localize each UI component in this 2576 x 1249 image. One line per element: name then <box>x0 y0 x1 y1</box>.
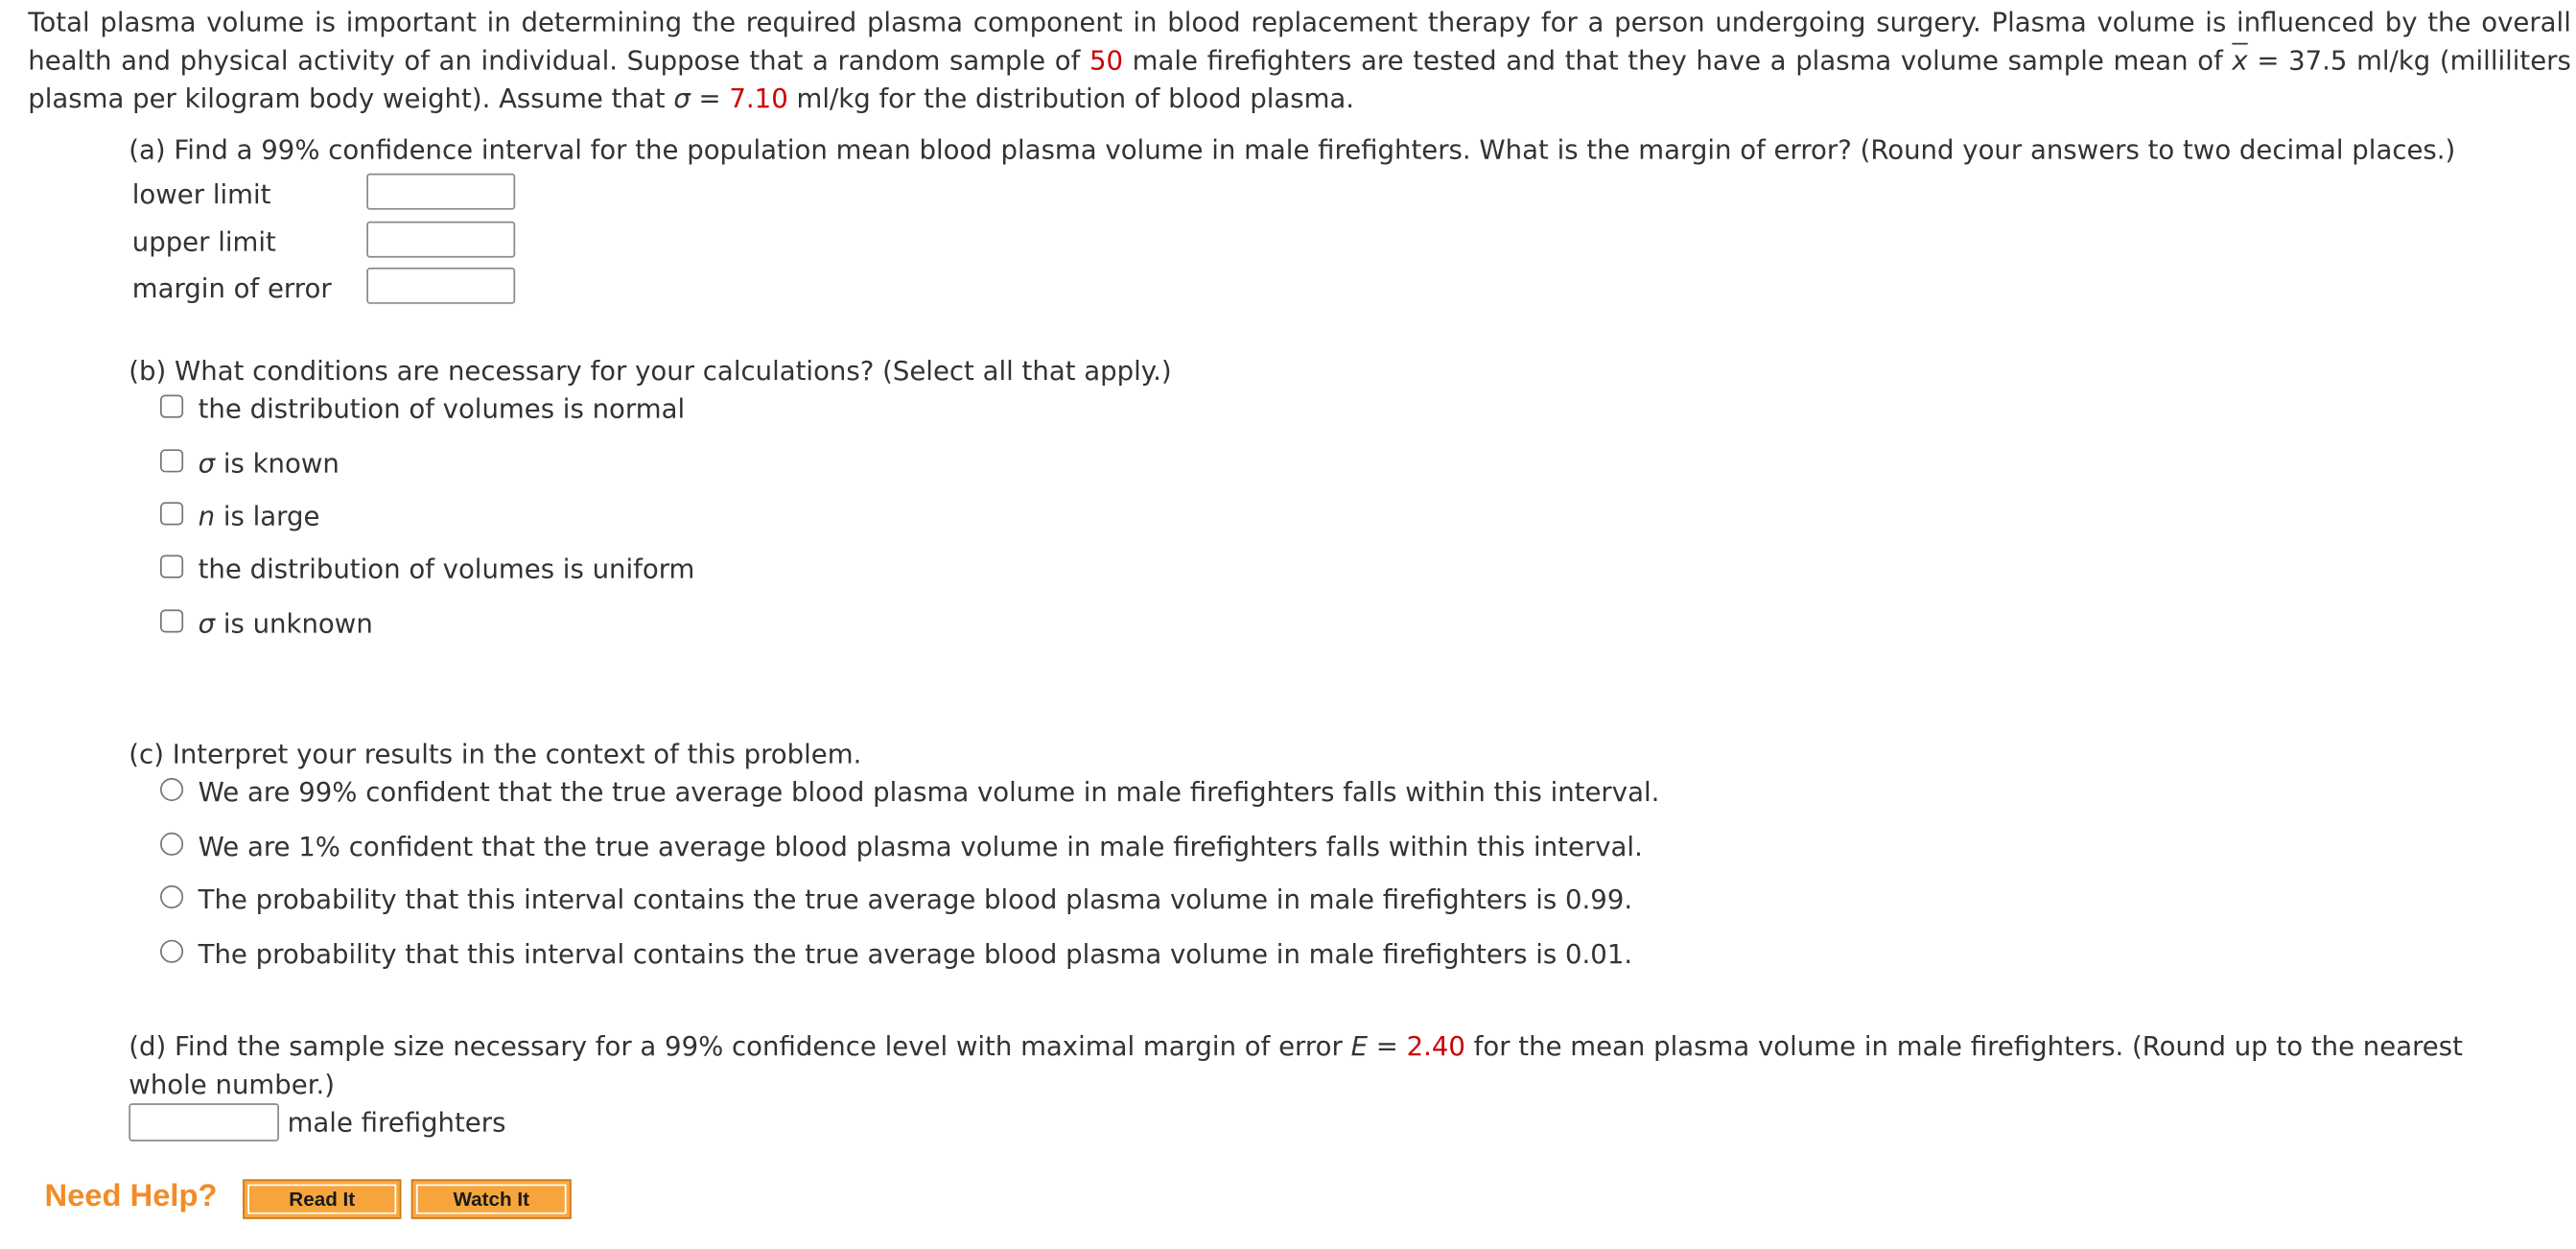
option-label: σ is unknown <box>198 607 373 640</box>
lower-limit-label: lower limit <box>131 177 271 210</box>
option-label: The probability that this interval contains the true average blood plasma volume in male firefighters is 0.01. <box>198 937 1633 970</box>
xbar-symbol: $\overline{x}$ <box>2232 44 2248 77</box>
condition-sigma-known-checkbox[interactable] <box>160 449 183 472</box>
intro-text: = 37.5 ml/kg (milliliters plasma per kilogram body weight). Assume that <box>28 44 2571 114</box>
sigma-value: 7.10 <box>729 82 788 114</box>
e-symbol: E <box>1350 1030 1368 1063</box>
condition-normal-checkbox[interactable] <box>160 395 183 418</box>
read-it-button[interactable] <box>243 1179 401 1218</box>
upper-limit-label: upper limit <box>131 225 276 258</box>
condition-n-large-checkbox[interactable] <box>160 502 183 525</box>
option-label: We are 99% confident that the true average blood plasma volume in male firefighters falls within this interval. <box>198 776 1660 808</box>
option-label: σ is known <box>198 447 340 480</box>
margin-of-error-input[interactable] <box>366 268 515 304</box>
sample-size-unit-label: male firefighters <box>287 1106 506 1139</box>
sample-size-input[interactable] <box>129 1103 279 1142</box>
interpretation-radio[interactable] <box>160 885 183 908</box>
need-help-label: Need Help? <box>44 1179 218 1214</box>
lower-limit-input[interactable] <box>366 174 515 210</box>
part-b-question: (b) What conditions are necessary for your calculations? (Select all that apply.) <box>129 355 1172 387</box>
interpretation-radio[interactable] <box>160 940 183 963</box>
option-label: We are 1% confident that the true average blood plasma volume in male firefighters falls within this interval. <box>198 831 1643 862</box>
sample-size-value: 50 <box>1089 44 1124 77</box>
watch-it-label: Watch It <box>416 1185 567 1214</box>
upper-limit-input[interactable] <box>366 222 515 258</box>
interpretation-radio[interactable] <box>160 778 183 801</box>
watch-it-button[interactable] <box>411 1179 572 1218</box>
option-label: the distribution of volumes is uniform <box>198 553 695 585</box>
sigma-symbol: σ <box>673 82 691 114</box>
margin-value: 2.40 <box>1406 1030 1465 1063</box>
condition-sigma-unknown-checkbox[interactable] <box>160 609 183 632</box>
intro-text: = <box>690 82 730 114</box>
intro-text: male firefighters are tested and that they have a plasma volume sample mean of <box>1123 44 2233 77</box>
condition-uniform-checkbox[interactable] <box>160 555 183 578</box>
part-d-question: (d) Find the sample size necessary for a 99% confidence level with maximal margin of error E = 2.40 for the mean plasma volume in male firefighters. (Round up to the nearest whole number.) <box>129 1030 2463 1100</box>
intro-text: Total plasma volume is important in determining the required plasma component in blood replacement therapy for a person undergoing surgery. Plasma volume is influenced by the overall health and physical activity of an individual. Suppose that a random sample of <box>28 6 2571 77</box>
option-label: n is large <box>198 500 320 532</box>
option-label: the distribution of volumes is normal <box>198 392 686 425</box>
interpretation-radio[interactable] <box>160 833 183 856</box>
part-c-question: (c) Interpret your results in the context of this problem. <box>129 738 862 770</box>
problem-statement <box>28 3 2571 117</box>
intro-text: ml/kg for the distribution of blood plasma. <box>787 82 1355 114</box>
part-a-question: (a) Find a 99% confidence interval for the population mean blood plasma volume in male firefighters. What is the margin of error? (Round your answers to two decimal places.) <box>129 133 2456 166</box>
margin-of-error-label: margin of error <box>131 272 332 304</box>
option-label: The probability that this interval contains the true average blood plasma volume in male firefighters is 0.99. <box>198 884 1633 915</box>
read-it-label: Read It <box>247 1185 396 1214</box>
